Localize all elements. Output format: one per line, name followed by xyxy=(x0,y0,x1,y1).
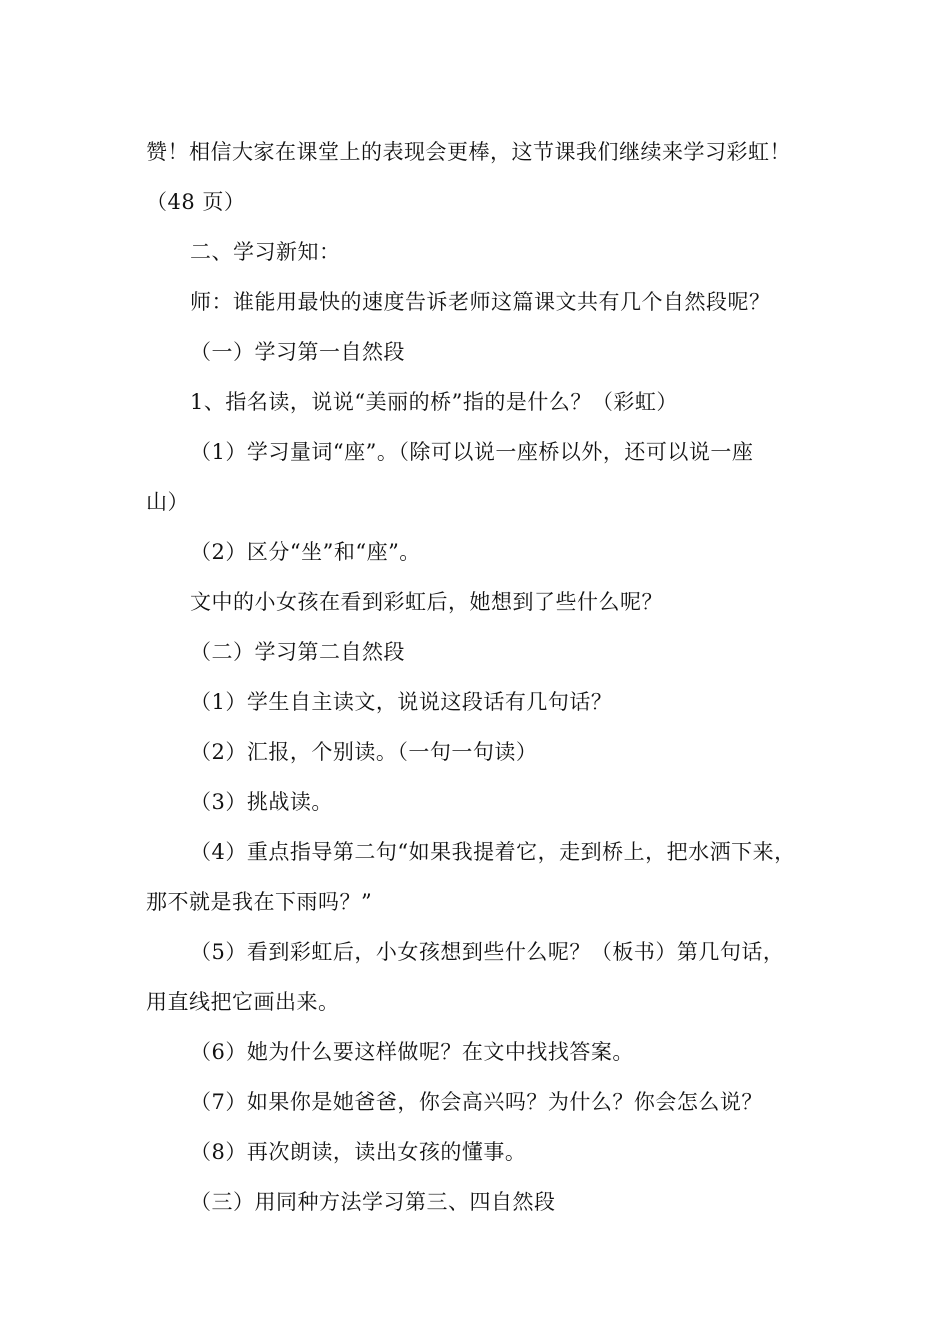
subsection-heading: （三）用同种方法学习第三、四自然段 xyxy=(190,1190,556,1214)
text-line: （6）她为什么要这样做呢？在文中找找答案。 xyxy=(190,1040,634,1064)
text-line: 用直线把它画出来。 xyxy=(146,990,340,1014)
text-line: 文中的小女孩在看到彩虹后，她想到了些什么呢？ xyxy=(190,590,663,614)
text-line: 师：谁能用最快的速度告诉老师这篇课文共有几个自然段呢？ xyxy=(190,290,771,314)
text-line: （1）学习量词“座”。（除可以说一座桥以外，还可以说一座 xyxy=(190,440,754,464)
text-line: 山） xyxy=(146,490,189,514)
text-line: （2）区分“坐”和“座”。 xyxy=(190,540,421,564)
text-line: （8）再次朗读，读出女孩的懂事。 xyxy=(190,1140,527,1164)
text-line: （4）重点指导第二句“如果我提着它，走到桥上，把水洒下来， xyxy=(190,840,796,864)
text-line: （7）如果你是她爸爸，你会高兴吗？为什么？你会怎么说？ xyxy=(190,1090,763,1114)
text-line: 那不就是我在下雨吗？” xyxy=(146,890,373,914)
text-line: （2）汇报，个别读。（一句一句读） xyxy=(190,740,538,764)
text-line: （48 页） xyxy=(146,190,246,214)
text-line: （1）学生自主读文，说说这段话有几句话？ xyxy=(190,690,613,714)
section-heading: 二、学习新知： xyxy=(190,240,341,264)
text-line: （3）挑战读。 xyxy=(190,790,333,814)
text-line: （5）看到彩虹后，小女孩想到些什么呢？（板书）第几句话， xyxy=(190,940,785,964)
subsection-heading: （二）学习第二自然段 xyxy=(190,640,405,664)
text-line: 1、指名读，说说“美丽的桥”指的是什么？（彩虹） xyxy=(190,390,678,414)
text-line: 赞！相信大家在课堂上的表现会更棒，这节课我们继续来学习彩虹！ xyxy=(146,140,791,164)
subsection-heading: （一）学习第一自然段 xyxy=(190,340,405,364)
